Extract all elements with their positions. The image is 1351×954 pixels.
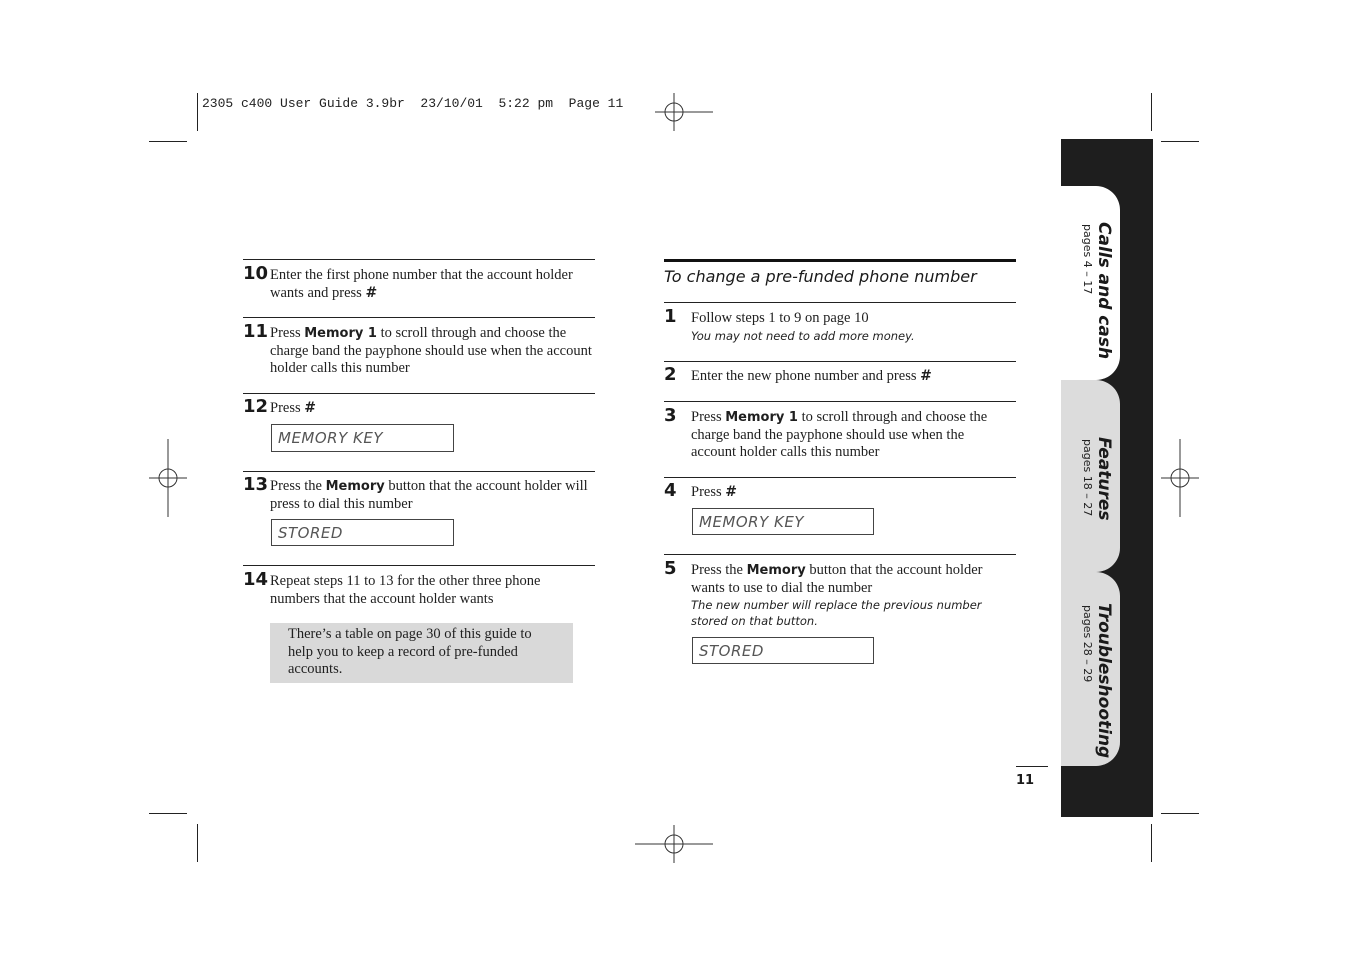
step-1 xyxy=(664,307,1016,357)
lcd-display: MEMORY KEY xyxy=(271,424,454,452)
divider xyxy=(243,565,595,566)
divider xyxy=(243,259,595,260)
printer-slug: 2305 c400 User Guide 3.9br 23/10/01 5:22 pm Page 11 xyxy=(202,96,624,111)
hash-key-icon: # xyxy=(304,400,316,416)
divider xyxy=(664,401,1016,402)
step-text: Press # xyxy=(270,400,316,416)
step-text: Press the Memory button that the account holder wants to use to dial the number The new number will replace the previous number stored on that button. xyxy=(691,562,1009,629)
tab-calls-and-cash-label: Calls and cash pages 4 – 17 xyxy=(1081,222,1114,360)
lcd-display: MEMORY KEY xyxy=(692,508,874,535)
tab-troubleshooting-label: Troubleshooting pages 28 – 29 xyxy=(1081,603,1114,759)
page-number-rule xyxy=(1016,766,1048,767)
step-number: 1 xyxy=(664,306,677,327)
step-number: 4 xyxy=(664,480,677,501)
step-number: 5 xyxy=(664,558,677,579)
section-title: To change a pre-funded phone number xyxy=(664,267,977,286)
lcd-display: STORED xyxy=(692,637,874,664)
step-text: Press Memory 1 to scroll through and choose the charge band the payphone should use when the account holder calls this number xyxy=(270,325,592,377)
page-number: 11 xyxy=(1016,773,1035,788)
step-14 xyxy=(243,570,595,614)
step-number: 12 xyxy=(243,396,269,417)
hash-key-icon: # xyxy=(920,368,932,384)
step-text: Press Memory 1 to scroll through and choose the charge band the payphone should use when the account holder calls this number xyxy=(691,409,988,461)
crop-mark xyxy=(149,141,187,142)
step-4 xyxy=(664,481,1016,507)
tip-box: There’s a table on page 30 of this guide to help you to keep a record of pre-funded accounts. xyxy=(270,623,573,683)
crop-mark xyxy=(149,813,187,814)
step-text: Enter the new phone number and press # xyxy=(691,368,932,384)
memory-key-label: Memory xyxy=(325,479,385,494)
divider xyxy=(664,361,1016,362)
tab-features-label: Features pages 18 – 27 xyxy=(1081,437,1114,521)
crop-mark xyxy=(1151,93,1152,131)
registration-mark-icon xyxy=(655,93,693,131)
step-text: Repeat steps 11 to 13 for the other three phone numbers that the account holder wants xyxy=(270,573,541,607)
step-number: 2 xyxy=(664,364,677,385)
step-text: Follow steps 1 to 9 on page 10 You may not need to add more money. xyxy=(691,310,1016,344)
step-number: 14 xyxy=(243,569,269,590)
step-10 xyxy=(243,264,595,314)
crop-mark xyxy=(197,824,198,862)
divider xyxy=(243,393,595,394)
memory-1-key-label: Memory 1 xyxy=(304,326,377,341)
divider xyxy=(243,471,595,472)
step-note: The new number will replace the previous number stored on that button. xyxy=(691,598,982,629)
registration-mark-icon xyxy=(1161,439,1199,477)
divider xyxy=(664,554,1016,555)
step-3 xyxy=(664,406,1016,474)
step-note: You may not need to add more money. xyxy=(691,328,915,343)
section-divider xyxy=(664,259,1016,262)
hash-key-icon: # xyxy=(725,484,737,500)
divider xyxy=(664,302,1016,303)
step-13 xyxy=(243,475,595,515)
step-text: Press the Memory button that the account holder will press to dial this number xyxy=(270,478,588,512)
lcd-display: STORED xyxy=(271,519,454,546)
step-number: 3 xyxy=(664,405,677,426)
step-number: 11 xyxy=(243,321,269,342)
step-2 xyxy=(664,365,1016,397)
step-text: Press # xyxy=(691,484,737,500)
registration-mark-icon xyxy=(149,439,187,477)
memory-1-key-label: Memory 1 xyxy=(725,410,798,425)
step-11 xyxy=(243,322,595,390)
step-number: 10 xyxy=(243,263,269,284)
crop-mark xyxy=(1161,813,1199,814)
crop-mark xyxy=(1151,824,1152,862)
hash-key-icon: # xyxy=(365,284,378,301)
step-number: 13 xyxy=(243,474,269,495)
memory-key-label: Memory xyxy=(746,563,806,578)
step-text: Enter the first phone number that the account holder wants and press # xyxy=(270,267,573,301)
step-5 xyxy=(664,559,1016,633)
crop-mark xyxy=(197,93,198,131)
registration-mark-icon xyxy=(635,825,673,863)
divider xyxy=(243,317,595,318)
divider xyxy=(664,477,1016,478)
crop-mark xyxy=(1161,141,1199,142)
